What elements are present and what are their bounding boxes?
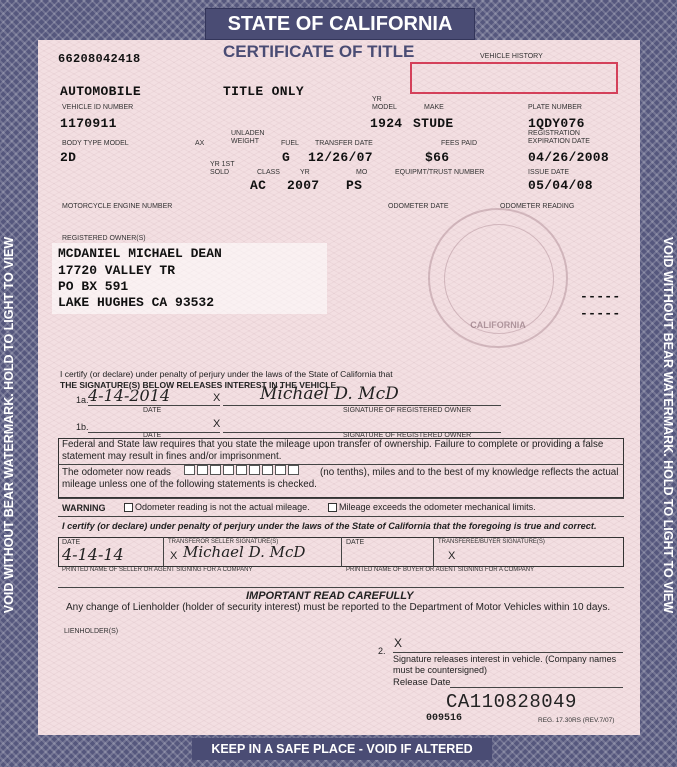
owner-pobox: PO BX 591	[58, 279, 129, 294]
printed-seller-label: PRINTED NAME OF SELLER OR AGENT SIGNING FOR A COMPANY	[62, 567, 253, 573]
warning-checkbox-2[interactable]	[328, 503, 337, 512]
mo-value: PS	[346, 178, 363, 193]
seller-sig-label: TRANSFEROR SELLER SIGNATURE(S)	[168, 539, 279, 545]
warning-option-2[interactable]	[328, 502, 536, 512]
class-label: CLASS	[257, 169, 280, 176]
line-1b-label: 1b.	[76, 422, 89, 432]
warning-option-1-text: Odometer reading is not the actual mileage.	[135, 502, 310, 512]
date-label-1b: DATE	[143, 432, 162, 439]
reg-form-number: REG. 17.30RS (REV.7/07)	[538, 717, 615, 724]
owner-address: 17720 VALLEY TR	[58, 263, 176, 278]
equip-label: EQUIPMT/TRUST NUMBER	[395, 169, 485, 176]
handwritten-date-1a: 4-14-2014	[88, 386, 171, 405]
footer-banner: KEEP IN A SAFE PLACE - VOID IF ALTERED	[192, 738, 492, 760]
issue-value: 05/04/08	[528, 178, 593, 193]
x-mark-2: X	[394, 636, 403, 650]
warning-option-2-text: Mileage exceeds the odometer mechanical limits.	[339, 502, 536, 512]
issue-label: ISSUE DATE	[528, 169, 570, 176]
vin-label: VEHICLE ID NUMBER	[62, 104, 134, 111]
vehicle-history-box	[410, 62, 618, 94]
transfer-label: TRANSFER DATE	[315, 140, 373, 147]
yr1st-label: YR 1ST SOLD	[210, 161, 235, 176]
motorcycle-label: MOTORCYCLE ENGINE NUMBER	[62, 203, 173, 210]
ca-title-number: CA110828049	[446, 691, 577, 713]
signature-1a: Michael D. McD	[260, 384, 399, 404]
odometer-text-a: The odometer now reads	[62, 467, 171, 478]
vehicle-type: AUTOMOBILE	[60, 84, 142, 99]
body-label: BODY TYPE MODEL	[62, 140, 129, 147]
releases-text: THE SIGNATURE(S) BELOW RELEASES INTEREST IN THE VEHICLE.	[60, 380, 339, 390]
side-text-left: VOID WITHOUT BEAR WATERMARK. HOLD TO LIGHT TO VIEW	[2, 236, 16, 614]
warning-option-1[interactable]	[124, 502, 310, 512]
release-date-label: Release Date	[393, 677, 451, 688]
seal-text: CALIFORNIA	[470, 320, 526, 330]
plate-label: PLATE NUMBER	[528, 104, 582, 111]
warning-checkbox-1[interactable]	[124, 503, 133, 512]
mo-label: MO	[356, 169, 368, 176]
control-number: 009516	[426, 713, 463, 724]
buyer-date-label: DATE	[346, 539, 365, 546]
dash-1: -----	[580, 289, 621, 304]
fuel-label: FUEL	[281, 140, 299, 147]
certificate-title: CERTIFICATE OF TITLE	[223, 42, 415, 61]
make-label: MAKE	[424, 104, 444, 111]
vin-value: 1170911	[60, 116, 117, 131]
transfer-value: 12/26/07	[308, 150, 373, 165]
seller-date-label: DATE	[62, 539, 81, 546]
lienholder-notice: Any change of Lienholder (holder of security interest) must be reported to the Department of Motor Vehicles within 10 days.	[66, 602, 611, 613]
body-value: 2D	[60, 150, 77, 165]
lienholder-label: LIENHOLDER(S)	[64, 628, 119, 635]
federal-text: Federal and State law requires that you state the mileage upon transfer of ownership. Failure to complete or providing a false statement may result in fines and/or imprisonment.	[62, 439, 604, 462]
unladen-label: UNLADEN WEIGHT	[231, 130, 265, 145]
buyer-x-mark: X	[448, 550, 456, 562]
vehicle-history-label: VEHICLE HISTORY	[480, 53, 543, 60]
odometer-reading-label: ODOMETER READING	[500, 203, 575, 210]
class-value: AC	[250, 178, 267, 193]
owner-city: LAKE HUGHES CA 93532	[58, 295, 215, 310]
plate-value: 1QDY076	[528, 116, 585, 131]
year-label: YR MODEL	[372, 96, 397, 111]
year-value: 1924	[370, 116, 403, 131]
seller-x-mark: X	[170, 550, 178, 562]
fuel-value: G	[282, 150, 291, 165]
printed-buyer-label: PRINTED NAME OF BUYER OR AGENT SIGNING FOR A COMPANY	[346, 567, 535, 573]
date-label-1a: DATE	[143, 407, 162, 414]
state-banner: STATE OF CALIFORNIA	[205, 8, 475, 40]
yr-label: YR	[300, 169, 310, 176]
odometer-date-label: ODOMETER DATE	[388, 203, 449, 210]
line-2-label: 2.	[378, 646, 386, 656]
yr-value: 2007	[287, 178, 320, 193]
line-1a-label: 1a.	[76, 395, 89, 405]
dash-2: -----	[580, 306, 621, 321]
x-mark-1b: X	[213, 418, 221, 430]
release-signature-note: Signature releases interest in vehicle. (Company names must be countersigned)	[393, 654, 617, 675]
seller-signature: Michael D. McD	[183, 543, 306, 561]
title-type: TITLE ONLY	[223, 84, 305, 99]
certify-text: I certify (or declare) under penalty of perjury under the laws of the State of California that	[60, 369, 393, 379]
owner-name: MCDANIEL MICHAEL DEAN	[58, 246, 222, 261]
state-seal	[428, 208, 568, 348]
sig-owner-label-1b: SIGNATURE OF REGISTERED OWNER	[343, 432, 472, 439]
certify-foregoing: I certify (or declare) under penalty of perjury under the laws of the State of California that the foregoing is true and correct.	[62, 521, 597, 531]
ax-label: AX	[195, 140, 205, 147]
reg-exp-value: 04/26/2008	[528, 150, 610, 165]
odometer-text-b: (no tenths), miles and to the best of my knowledge reflects the actual mileage unless one of the following statements is checked.	[62, 467, 619, 490]
important-heading: IMPORTANT READ CAREFULLY	[246, 590, 414, 602]
seller-handwritten-date: 4-14-14	[62, 545, 124, 564]
reg-exp-label: REGISTRATION EXPIRATION DATE	[528, 130, 590, 145]
warning-label: WARNING	[62, 503, 106, 513]
sig-owner-label-1a: SIGNATURE OF REGISTERED OWNER	[343, 407, 472, 414]
title-sheet	[38, 40, 640, 735]
side-text-right: VOID WITHOUT BEAR WATERMARK. HOLD TO LIGHT TO VIEW	[661, 236, 675, 614]
buyer-sig-label: TRANSFEREE/BUYER SIGNATURE(S)	[438, 539, 545, 545]
fees-label: FEES PAID	[441, 140, 478, 147]
owner-label: REGISTERED OWNER(S)	[62, 235, 146, 242]
x-mark-1a: X	[213, 392, 221, 404]
fees-value: $66	[425, 150, 450, 165]
doc-number: 66208042418	[58, 52, 141, 66]
make-value: STUDE	[413, 116, 454, 131]
